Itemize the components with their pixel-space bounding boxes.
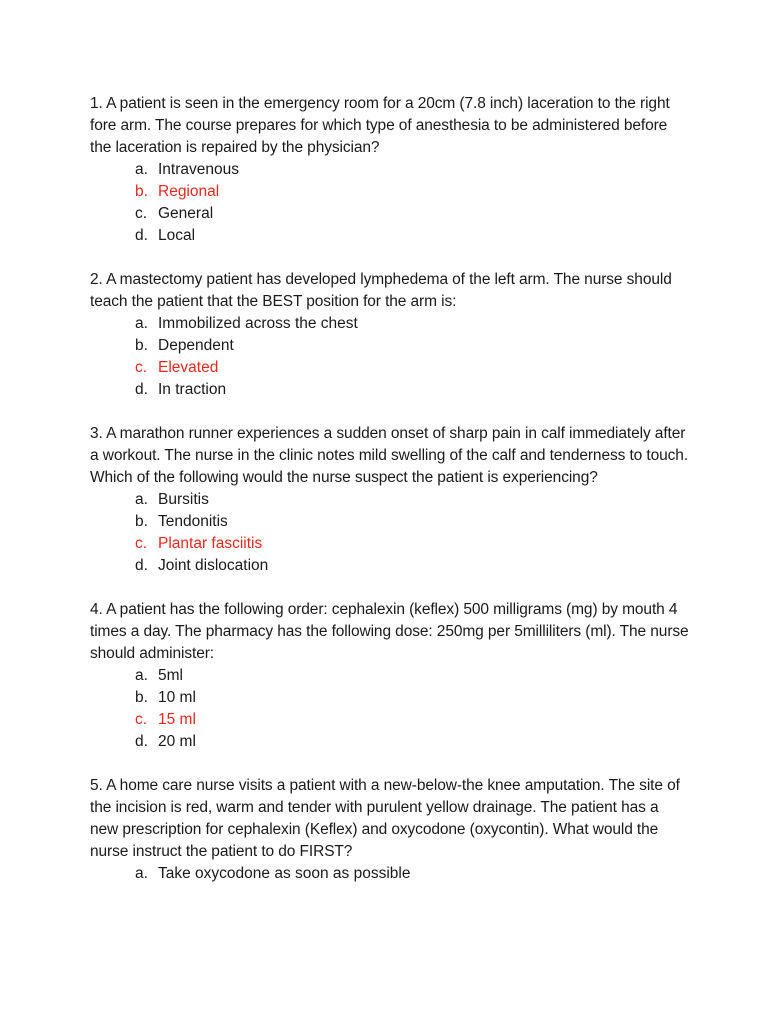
question-number: 1.: [90, 95, 103, 112]
question-text: A home care nurse visits a patient with a new-below-the knee amputation. The site of the incision is red, warm and tender with purulent yellow drainage. The patient has a new prescription for cephalexin (Keflex) and oxycodone (oxycontin). What would the nurse instruct the patient to do FIRST?: [90, 777, 680, 860]
option-text: General: [158, 205, 214, 222]
option-a: [135, 313, 690, 335]
option-letter: c.: [135, 711, 148, 728]
option-b: [135, 687, 690, 709]
question-number: 5.: [90, 777, 103, 794]
option-text: Elevated: [158, 359, 219, 376]
question-text: A patient has the following order: cephalexin (keflex) 500 milligrams (mg) by mouth 4 times a day. The pharmacy has the following dose: 250mg per 5milliliters (ml). The nurse should administer:: [90, 601, 689, 662]
option-c: [135, 203, 690, 225]
option-a: [135, 489, 690, 511]
question-4: [90, 599, 690, 753]
option-letter: c.: [135, 205, 148, 222]
question-stem: [90, 599, 690, 665]
options-list: [90, 489, 690, 577]
question-text: A marathon runner experiences a sudden onset of sharp pain in calf immediately after a workout. The nurse in the clinic notes mild swelling of the calf and tenderness to touch. Which of the following would the nurse suspect the patient is experiencing?: [90, 425, 689, 486]
option-d: [135, 555, 690, 577]
option-c-correct: [135, 357, 690, 379]
question-stem: [90, 775, 690, 863]
options-list: [90, 665, 690, 753]
option-letter: b.: [135, 337, 148, 354]
option-text: Plantar fasciitis: [158, 535, 263, 552]
option-text: Regional: [158, 183, 220, 200]
option-letter: c.: [135, 359, 148, 376]
question-stem: [90, 93, 690, 159]
option-text: Bursitis: [158, 491, 209, 508]
option-b: [135, 511, 690, 533]
option-letter: b.: [135, 183, 148, 200]
option-a: [135, 863, 690, 885]
option-letter: b.: [135, 513, 148, 530]
option-letter: b.: [135, 689, 148, 706]
option-letter: a.: [135, 161, 148, 178]
option-letter: a.: [135, 315, 148, 332]
option-c-correct: [135, 533, 690, 555]
option-letter: c.: [135, 535, 148, 552]
question-number: 4.: [90, 601, 103, 618]
option-c-correct: [135, 709, 690, 731]
question-number: 2.: [90, 271, 103, 288]
option-text: Intravenous: [158, 161, 239, 178]
option-a: [135, 159, 690, 181]
option-letter: d.: [135, 733, 148, 750]
question-stem: [90, 269, 690, 313]
question-2: [90, 269, 690, 401]
option-letter: a.: [135, 491, 148, 508]
option-text: Local: [158, 227, 196, 244]
option-text: Take oxycodone as soon as possible: [158, 865, 411, 882]
option-d: [135, 225, 690, 247]
option-text: Dependent: [158, 337, 234, 354]
option-letter: d.: [135, 381, 148, 398]
option-d: [135, 379, 690, 401]
options-list: [90, 313, 690, 401]
option-text: 15 ml: [158, 711, 196, 728]
question-number: 3.: [90, 425, 103, 442]
option-text: 20 ml: [158, 733, 196, 750]
options-list: [90, 159, 690, 247]
options-list: [90, 863, 690, 885]
option-text: 10 ml: [158, 689, 196, 706]
question-text: A patient is seen in the emergency room for a 20cm (7.8 inch) laceration to the right fore arm. The course prepares for which type of anesthesia to be administered before the laceration is repaired by the physician?: [90, 95, 670, 156]
question-3: [90, 423, 690, 577]
option-text: Immobilized across the chest: [158, 315, 358, 332]
option-text: Tendonitis: [158, 513, 228, 530]
option-b-correct: [135, 181, 690, 203]
question-5: [90, 775, 690, 885]
option-text: In traction: [158, 381, 227, 398]
option-letter: a.: [135, 667, 148, 684]
question-text: A mastectomy patient has developed lymphedema of the left arm. The nurse should teach the patient that the BEST position for the arm is:: [90, 271, 672, 310]
option-d: [135, 731, 690, 753]
question-1: [90, 93, 690, 247]
option-letter: d.: [135, 227, 148, 244]
option-text: Joint dislocation: [158, 557, 269, 574]
option-a: [135, 665, 690, 687]
option-b: [135, 335, 690, 357]
question-stem: [90, 423, 690, 489]
option-letter: d.: [135, 557, 148, 574]
option-text: 5ml: [158, 667, 183, 684]
document-page: [90, 93, 690, 907]
option-letter: a.: [135, 865, 148, 882]
